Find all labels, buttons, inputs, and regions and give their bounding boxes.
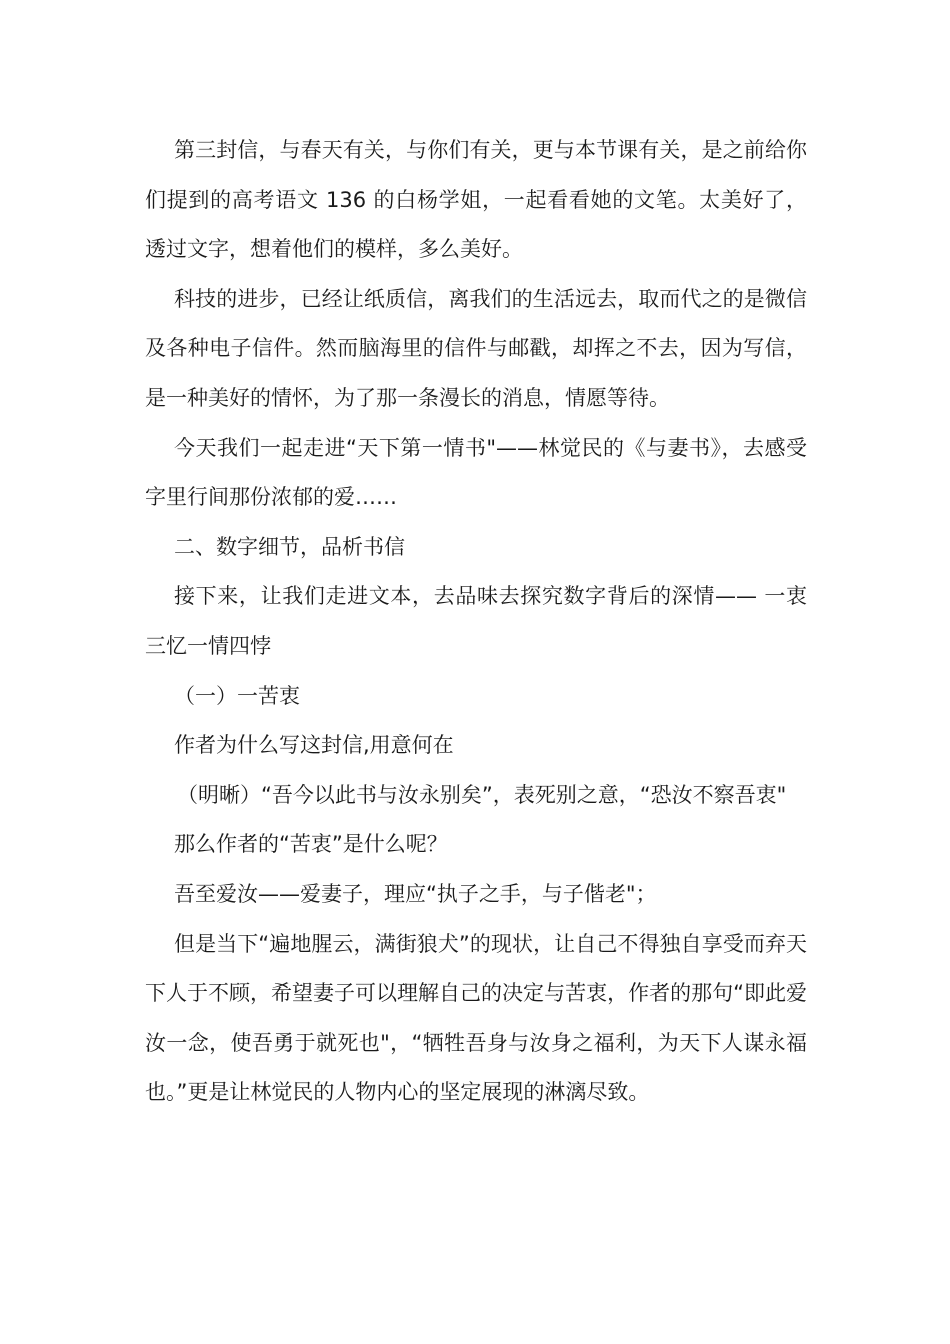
paragraph-technology: 科技的进步，已经让纸质信，离我们的生活远去，取而代之的是微信及各种电子信件。然而脑海里的信件与邮戳，却挥之不去，因为写信，是一种美好的情怀，为了那一条漫长的消息，情愿等待。: [145, 286, 807, 410]
document-body: [145, 126, 807, 1118]
paragraph-introduction: 今天我们一起走进“天下第一情书"——林觉民的《与妻书》，去感受字里行间那份浓郁的爱……: [145, 435, 807, 510]
paragraph-question: 作者为什么写这封信,用意何在: [174, 733, 454, 758]
paragraph-bitter-question: 那么作者的“苦衷”是什么呢？: [174, 832, 448, 857]
paragraph-conclusion: 但是当下“遍地腥云，满街狼犬”的现状，让自己不得独自享受而弃天下人于不顾，希望妻子可以理解自己的决定与苦衷，作者的那句“即此爱汝一念，使吾勇于就死也"，“牺牲吾身与汝身之福利，为天下人谋永福也。”更是让林觉民的人物内心的坚定展现的淋漓尽致。: [145, 931, 807, 1105]
subsection-heading: （一）一苦衷: [174, 683, 300, 708]
paragraph-transition: 接下来，让我们走进文本，去品味去探究数字背后的深情—— 一衷三忆一情四悖: [145, 584, 807, 658]
paragraph-clarification: （明晰）“吾今以此书与汝永别矣”，表死别之意，“恐汝不察吾衷": [177, 782, 787, 807]
paragraph-love-wife: 吾至爱汝——爱妻子，理应“执子之手，与子偕老"；: [174, 881, 657, 906]
paragraph-third-letter: 第三封信，与春天有关，与你们有关，更与本节课有关，是之前给你们提到的高考语文 136 的白杨学姐，一起看看她的文笔。太美好了，透过文字，想着他们的模样，多么美好。: [145, 138, 807, 262]
section-heading: 二、数字细节，品析书信: [174, 534, 405, 559]
